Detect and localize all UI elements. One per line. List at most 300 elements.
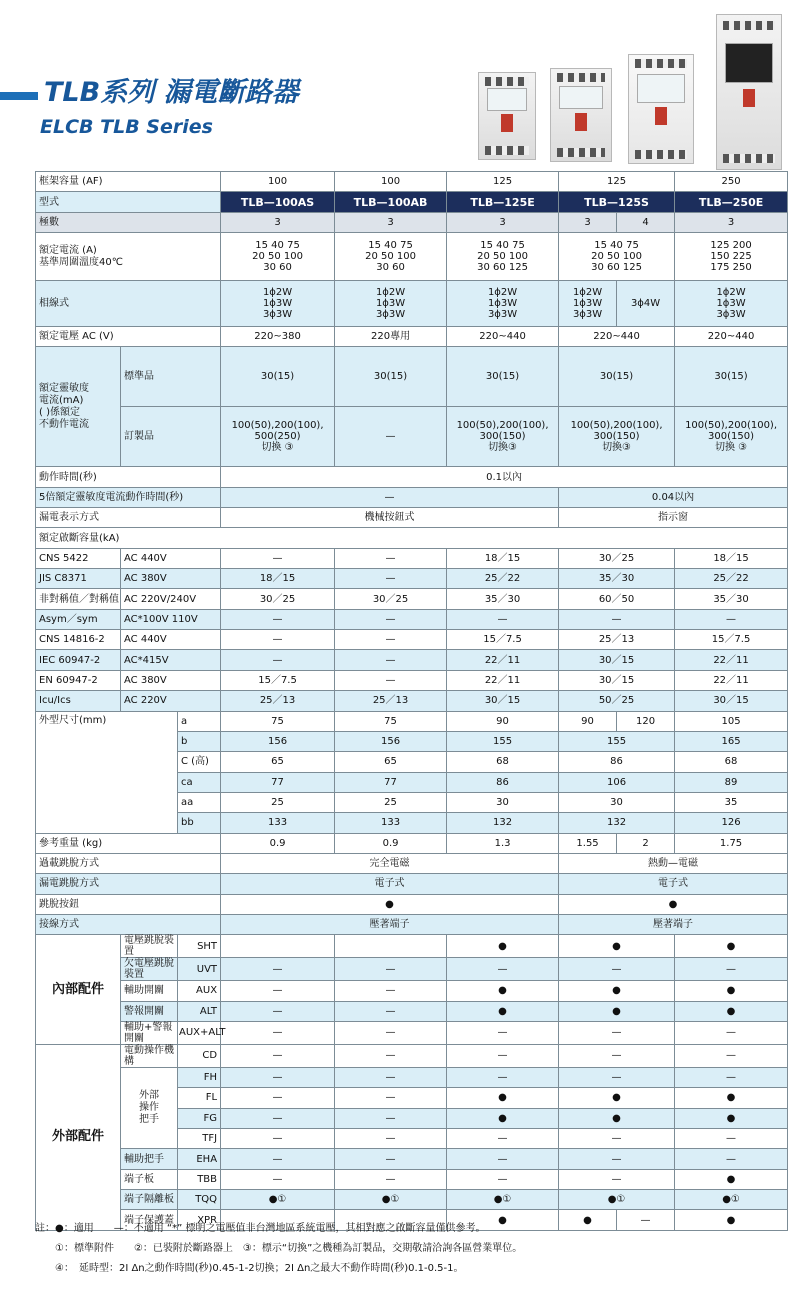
table-cell: 65 [335,752,447,772]
table-cell: ● [675,981,788,1001]
model-cell: TLB—125E [447,192,559,212]
row-label: 跳脫按鈕 [36,894,221,914]
table-cell: UVT [178,958,221,981]
table-row [36,467,788,487]
row-label: 額定電流 (A) 基準周圍溫度40℃ [36,233,221,281]
table-cell: 75 [221,711,335,731]
table-cell: ● [675,935,788,958]
table-cell: 15 40 75 20 50 100 30 60 125 [447,233,559,281]
table-cell: 3 [675,212,788,232]
table-cell: 22／11 [675,670,788,690]
table-cell: 132 [559,813,675,833]
table-cell: ALT [178,1001,221,1021]
table-row [36,1190,788,1210]
table-cell: FG [178,1108,221,1128]
external-group-label: 外部配件 [36,1044,121,1230]
footnotes [35,1219,795,1279]
table-cell: — [335,1021,447,1044]
table-cell [335,935,447,958]
table-row [36,1021,788,1044]
table-cell: 250 [675,172,788,192]
table-cell: ● [559,1108,675,1128]
table-cell: — [335,1169,447,1189]
table-cell: 1.3 [447,833,559,853]
table-cell: 熱動—電磁 [559,853,788,873]
table-cell: — [221,958,335,981]
table-cell: — [675,1129,788,1149]
table-cell: 非對稱值／對稱值 [36,589,121,609]
table-cell: bb [178,813,221,833]
table-cell: — [335,1129,447,1149]
table-cell: 106 [559,772,675,792]
table-cell: 額定啟斷容量(kA) [36,528,788,548]
table-cell: FH [178,1067,221,1087]
spec-table [35,171,788,1231]
table-cell: 指示窗 [559,508,788,528]
table-cell: — [447,1169,559,1189]
table-cell: ● [447,1210,559,1230]
table-cell: — [335,1149,447,1169]
table-cell: — [221,1021,335,1044]
table-row [36,935,788,958]
table-cell: 30／25 [221,589,335,609]
table-cell: 25 [221,792,335,812]
table-cell: 0.04以內 [559,487,788,507]
table-cell: — [335,958,447,981]
table-cell: 25／13 [335,691,447,711]
table-cell: EN 60947-2 [36,670,121,690]
table-cell: ● [675,1001,788,1021]
table-cell: — [221,548,335,568]
table-row [36,914,788,934]
table-cell: 18／15 [221,569,335,589]
table-cell: ● [559,894,788,914]
table-cell: 0.9 [335,833,447,853]
table-cell: AC 380V [121,670,221,690]
table-cell: 4 [617,212,675,232]
table-cell: ● [221,894,559,914]
table-cell: 105 [675,711,788,731]
table-row [36,327,788,347]
row-label: 參考重量 (kg) [36,833,221,853]
table-row [36,487,788,507]
table-cell: — [447,609,559,629]
table-cell: ca [178,772,221,792]
table-row [36,347,788,407]
table-row [36,1169,788,1189]
table-cell: — [559,1129,675,1149]
table-cell: — [447,1129,559,1149]
table-row [36,407,788,467]
table-cell: 3 [221,212,335,232]
table-cell: AUX [178,981,221,1001]
table-cell: — [335,1001,447,1021]
table-cell: Icu/Ics [36,691,121,711]
table-cell: — [447,958,559,981]
table-cell: 220專用 [335,327,447,347]
table-cell: 77 [221,772,335,792]
table-cell: 155 [559,731,675,751]
table-cell [221,935,335,958]
table-cell: ● [559,1001,675,1021]
table-cell: — [221,650,335,670]
table-row [36,172,788,192]
table-cell: — [335,1067,447,1087]
table-cell: 120 [617,711,675,731]
table-cell: TFJ [178,1129,221,1149]
table-cell: 電子式 [221,874,559,894]
table-cell: 68 [675,752,788,772]
table-row [36,1067,788,1087]
table-cell: — [335,981,447,1001]
table-cell: 18／15 [675,548,788,568]
table-cell: 輔助把手 [121,1149,178,1169]
table-cell: CNS 14816-2 [36,630,121,650]
table-cell: 125 [559,172,675,192]
table-cell: — [221,1001,335,1021]
table-cell: 22／11 [675,650,788,670]
table-cell: 100(50),200(100), 300(150) 切換 ③ [675,407,788,467]
page-title: TLB系列 漏電斷路器 [44,77,299,108]
table-cell: ● [559,1210,617,1230]
table-cell: ● [559,1088,675,1108]
table-cell: — [447,1021,559,1044]
table-cell: 1ϕ2W 1ϕ3W 3ϕ3W [335,281,447,327]
table-cell: — [335,569,447,589]
table-cell: — [675,609,788,629]
row-label: 漏電表示方式 [36,508,221,528]
catalog-header [0,0,800,170]
table-row [36,281,788,327]
table-row [36,569,788,589]
table-cell: 警報開關 [121,1001,178,1021]
table-cell: 標準品 [121,347,221,407]
table-cell: SHT [178,935,221,958]
table-cell: — [675,958,788,981]
table-cell: ● [447,1001,559,1021]
table-cell: 86 [559,752,675,772]
table-cell: CNS 5422 [36,548,121,568]
table-cell: — [221,1149,335,1169]
note-line-2: ①：標準附件 ②：已裝附於斷路器上 ③：標示“切換”之機種為訂製品，交期敬請洽詢各區營業單位。 [35,1243,523,1254]
table-cell: TBB [178,1169,221,1189]
table-cell: 133 [221,813,335,833]
table-row [36,833,788,853]
table-cell: — [335,1044,447,1067]
table-cell: 35／30 [559,569,675,589]
table-cell: 30(15) [221,347,335,407]
table-cell: 50／25 [559,691,675,711]
table-cell: 15 40 75 20 50 100 30 60 [221,233,335,281]
table-cell: 端子保護蓋 [121,1210,178,1230]
table-cell: 156 [335,731,447,751]
table-cell: 機械按鈕式 [221,508,559,528]
table-cell: 0.1以內 [221,467,788,487]
table-cell: AC 220V/240V [121,589,221,609]
table-cell: 訂製品 [121,407,221,467]
table-cell: AC 440V [121,548,221,568]
table-cell: 165 [675,731,788,751]
table-row [36,853,788,873]
table-cell: ● [675,1088,788,1108]
table-row [36,548,788,568]
table-cell: — [221,487,559,507]
table-cell: — [559,1169,675,1189]
table-cell: 77 [335,772,447,792]
table-cell: — [559,958,675,981]
table-cell: — [221,609,335,629]
table-cell: 25 [335,792,447,812]
table-cell: aa [178,792,221,812]
table-cell: — [221,1108,335,1128]
table-cell: 126 [675,813,788,833]
table-cell: 端子板 [121,1169,178,1189]
table-cell: ● [447,981,559,1001]
table-cell: 欠電壓跳脫裝置 [121,958,178,981]
table-cell: 22／11 [447,650,559,670]
table-cell: 30 [447,792,559,812]
row-label: 極數 [36,212,221,232]
table-cell: 132 [447,813,559,833]
table-cell: — [559,1149,675,1169]
table-cell: 65 [221,752,335,772]
table-cell: 30／25 [335,589,447,609]
table-cell: ● [559,981,675,1001]
table-cell: IEC 60947-2 [36,650,121,670]
table-cell: 100 [335,172,447,192]
table-cell: JIS C8371 [36,569,121,589]
table-row [36,1001,788,1021]
table-cell: — [675,1021,788,1044]
row-label: 漏電跳脫方式 [36,874,221,894]
table-cell: 15 40 75 20 50 100 30 60 [335,233,447,281]
table-cell: ● [447,1108,559,1128]
table-row [36,508,788,528]
table-row [36,711,788,731]
table-cell: 30(15) [335,347,447,407]
table-cell: Asym／sym [36,609,121,629]
table-cell: C (高) [178,752,221,772]
table-cell: 125 200 150 225 175 250 [675,233,788,281]
table-cell: 端子隔離板 [121,1190,178,1210]
table-cell: 壓著端子 [559,914,788,934]
table-cell: 30 [559,792,675,812]
table-cell: 35／30 [447,589,559,609]
table-cell: — [447,1044,559,1067]
table-cell: ●① [447,1190,559,1210]
table-cell: AC*415V [121,650,221,670]
table-cell: 30／15 [559,670,675,690]
table-cell: — [675,1149,788,1169]
table-cell: ●① [675,1190,788,1210]
table-cell: 25／22 [675,569,788,589]
table-cell: ● [447,935,559,958]
table-cell: 35／30 [675,589,788,609]
table-cell: — [335,1108,447,1128]
table-cell: 電動操作機構 [121,1044,178,1067]
table-cell: 3ϕ4W [617,281,675,327]
table-cell: — [559,609,675,629]
table-cell: EHA [178,1149,221,1169]
table-cell: — [221,1129,335,1149]
table-cell: — [559,1067,675,1087]
table-cell: 1.75 [675,833,788,853]
table-cell: XPR [178,1210,221,1230]
note-line-3: ④： 延時型：2I Δn之動作時間(秒)0.45-1-2切換；2I Δn之最大不動作時間(秒)0.1-0.5-1。 [35,1263,464,1274]
table-cell: AC 380V [121,569,221,589]
breaker-photo-250e [716,14,782,170]
row-label: 5倍額定靈敏度電流動作時間(秒) [36,487,221,507]
table-cell: 156 [221,731,335,751]
table-row [36,233,788,281]
table-cell: AC 440V [121,630,221,650]
model-cell: TLB—125S [559,192,675,212]
table-cell: 15／7.5 [675,630,788,650]
table-cell: — [335,630,447,650]
table-cell: 75 [335,711,447,731]
table-cell: 3 [447,212,559,232]
table-cell: 220~440 [559,327,675,347]
table-cell: 0.9 [221,833,335,853]
table-cell: 22／11 [447,670,559,690]
model-cell: TLB—100AB [335,192,447,212]
table-cell: ● [559,935,675,958]
table-cell: — [335,670,447,690]
table-cell: — [447,1067,559,1087]
model-cell: TLB—250E [675,192,788,212]
table-cell: 15／7.5 [447,630,559,650]
table-cell: ●① [559,1190,675,1210]
table-cell: b [178,731,221,751]
table-cell: ●① [221,1190,335,1210]
dims-label: 外型尺寸(mm) [36,711,178,833]
internal-group-label: 內部配件 [36,935,121,1045]
table-cell: ● [675,1210,788,1230]
table-cell: 220~440 [675,327,788,347]
row-label: 型式 [36,192,221,212]
table-row [36,609,788,629]
table-cell: 25／13 [559,630,675,650]
table-cell: 輔助+警報開關 [121,1021,178,1044]
table-cell: 35 [675,792,788,812]
table-cell: 額定靈敏度 電流(mA) ( )係額定 不動作電流 [36,347,121,467]
table-cell: — [221,630,335,650]
table-cell: 30／25 [559,548,675,568]
table-cell: 30／15 [675,691,788,711]
table-cell: ● [675,1169,788,1189]
table-cell: — [221,1169,335,1189]
table-cell: 1ϕ2W 1ϕ3W 3ϕ3W [559,281,617,327]
table-cell: — [335,548,447,568]
table-cell: 15 40 75 20 50 100 30 60 125 [559,233,675,281]
table-cell: — [675,1067,788,1087]
table-cell: ● [447,1088,559,1108]
table-row [36,589,788,609]
table-cell: 60／50 [559,589,675,609]
table-cell: 18／15 [447,548,559,568]
table-cell: 30(15) [559,347,675,407]
table-cell: 220~380 [221,327,335,347]
breaker-photo-100ab [550,68,612,162]
table-cell: FL [178,1088,221,1108]
table-row [36,894,788,914]
table-cell: 15／7.5 [221,670,335,690]
table-cell: 90 [447,711,559,731]
table-cell: 1ϕ2W 1ϕ3W 3ϕ3W [675,281,788,327]
table-cell: 2 [617,833,675,853]
table-cell: 3 [335,212,447,232]
table-cell: 90 [559,711,617,731]
table-row [36,958,788,981]
table-cell: — [221,1044,335,1067]
table-cell: 89 [675,772,788,792]
title-accent-bar [0,92,38,100]
table-cell: 86 [447,772,559,792]
table-cell: AUX+ALT [178,1021,221,1044]
table-row [36,691,788,711]
table-cell: — [335,650,447,670]
table-cell: — [221,1088,335,1108]
table-cell: 電壓跳脫裝置 [121,935,178,958]
table-cell: 30(15) [675,347,788,407]
table-cell: 1ϕ2W 1ϕ3W 3ϕ3W [221,281,335,327]
table-cell: 100(50),200(100), 500(250) 切換 ③ [221,407,335,467]
table-cell: — [221,981,335,1001]
row-label: 接線方式 [36,914,221,934]
table-cell: — [559,1044,675,1067]
table-cell: AC 220V [121,691,221,711]
breaker-photo-125e [628,54,694,164]
table-row [36,650,788,670]
table-cell: — [335,1088,447,1108]
table-cell: — [447,1149,559,1169]
table-cell: 輔助開關 [121,981,178,1001]
ext-handle-label: 外部 操作 把手 [121,1067,178,1148]
row-label: 動作時間(秒) [36,467,221,487]
table-row [36,1044,788,1067]
table-cell: — [617,1210,675,1230]
table-cell: 30／15 [559,650,675,670]
table-cell: CD [178,1044,221,1067]
table-cell: AC*100V 110V [121,609,221,629]
table-cell: 68 [447,752,559,772]
table-cell: — [335,407,447,467]
table-cell: — [675,1044,788,1067]
table-cell: 壓著端子 [221,914,559,934]
table-cell: 1ϕ2W 1ϕ3W 3ϕ3W [447,281,559,327]
table-cell: — [335,609,447,629]
table-row [36,1149,788,1169]
table-cell: ● [675,1108,788,1128]
table-cell: ●① [335,1190,447,1210]
row-label: 過載跳脫方式 [36,853,221,873]
table-cell: 220~440 [447,327,559,347]
table-row [36,874,788,894]
table-cell: a [178,711,221,731]
table-cell: 100(50),200(100), 300(150) 切換③ [559,407,675,467]
table-cell: 30／15 [447,691,559,711]
table-cell: 1.55 [559,833,617,853]
table-cell: — [221,1067,335,1087]
table-cell: 25／22 [447,569,559,589]
table-cell: — [559,1021,675,1044]
table-cell: 電子式 [559,874,788,894]
table-row [36,981,788,1001]
table-cell: 133 [335,813,447,833]
row-label: 額定電壓 AC (V) [36,327,221,347]
table-cell: 100 [221,172,335,192]
table-cell: 30(15) [447,347,559,407]
